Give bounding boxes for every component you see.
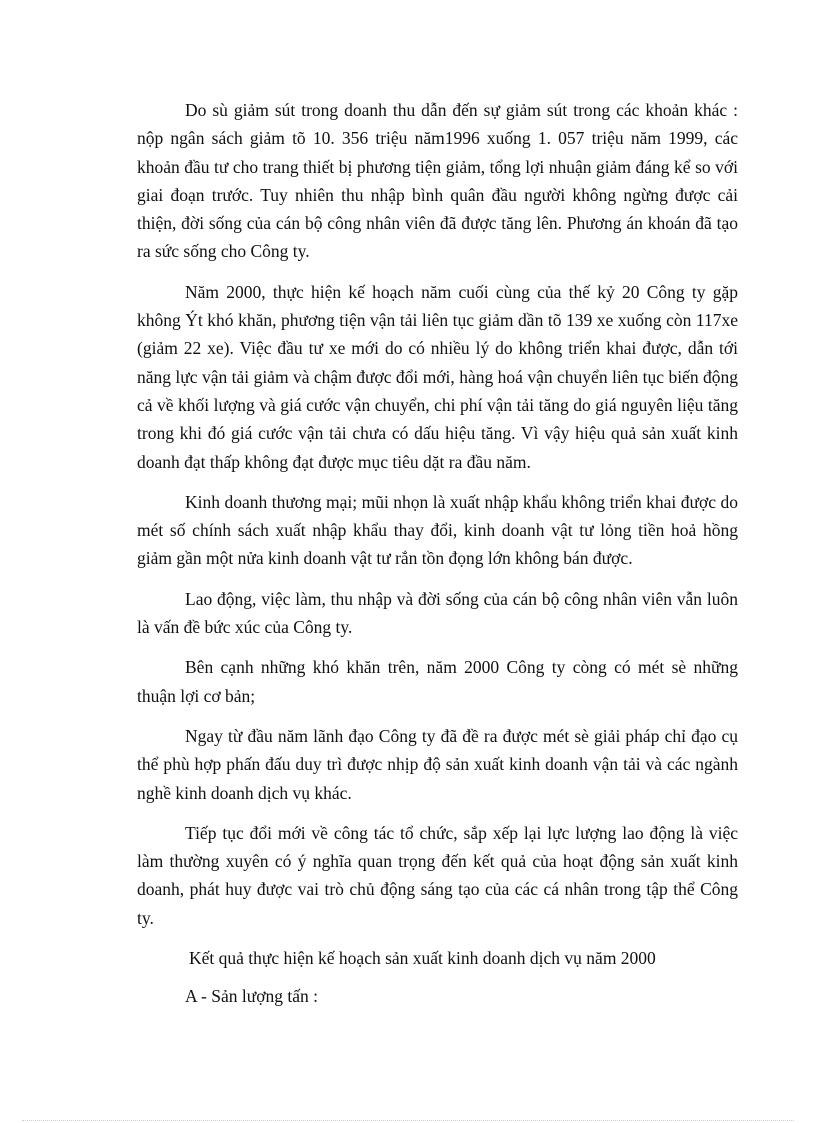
paragraph-organization: Tiếp tục đổi mới về công tác tổ chức, sắp xếp lại lực lượng lao động là việc làm thường xuyên có ý nghĩa quan trọng đến kết quả của hoạt động sản xuất kinh doanh, phát huy được vai trò chủ động sáng tạo của các cá nhân trong tập thể Công ty. — [137, 822, 738, 928]
page-bottom-divider — [22, 1120, 794, 1121]
paragraph-trade: Kinh doanh thương mại; mũi nhọn là xuất nhập khẩu không triển khai được do mét số chính sách xuất nhập khẩu thay đổi, kinh doanh vật tư lỏng tiền hoả hồng giảm gần một nửa kinh doanh vật tư rắn tồn đọng lớn không bán được. — [137, 491, 738, 569]
section-heading: Kết quả thực hiện kế hoạch sản xuất kinh doanh dịch vụ năm 2000 — [189, 948, 656, 969]
paragraph-year-2000: Năm 2000, thực hiện kế hoạch năm cuối cùng của thế kỷ 20 Công ty gặp không Ýt khó khăn, phương tiện vận tải liên tục giảm dần tõ 139 xe xuống còn 117xe (giảm 22 xe). Việc đầu tư xe mới do có nhiều lý do không triển khai được, dẫn tới năng lực vận tải giảm và chậm được đổi mới, hàng hoá vận chuyển liên tục biến động cả về khối lượng và giá cước vận chuyển, chi phí vận tải tăng do giá nguyên liệu tăng trong khi đó giá cước vận tải chưa có dấu hiệu tăng. Vì vậy hiệu quả sản xuất kinh doanh đạt thấp không đạt được mục tiêu dặt ra đầu năm. — [137, 281, 738, 472]
paragraph-leadership: Ngay từ đầu năm lãnh đạo Công ty đã đề ra được mét sè giải pháp chỉ đạo cụ thể phù hợp phấn đấu duy trì được nhịp độ sản xuất kinh doanh vận tải và các ngành nghề kinh doanh dịch vụ khác. — [137, 725, 738, 803]
section-subheading: A - Sản lượng tấn : — [185, 986, 318, 1007]
paragraph-revenue-decline: Do sù giảm sút trong doanh thu dẫn đến sự giảm sút trong các khoản khác : nộp ngân sách giảm tõ 10. 356 triệu năm1996 xuống 1. 057 triệu năm 1999, các khoản đầu tư cho trang thiết bị phương tiện giảm, tổng lợi nhuận giảm đáng kể so với giai đoạn trước. Tuy nhiên thu nhập bình quân đầu người không ngừng được cải thiện, đời sống của cán bộ công nhân viên đã được tăng lên. Phương án khoán đã tạo ra sức sống cho Công ty. — [137, 100, 738, 262]
paragraph-advantages: Bên cạnh những khó khăn trên, năm 2000 Công ty còng có mét sè những thuận lợi cơ bản; — [137, 657, 738, 706]
document-body — [137, 96, 738, 1023]
paragraph-labor: Lao động, việc làm, thu nhập và đời sống của cán bộ công nhân viên vẫn luôn là vấn đề bức xúc của Công ty. — [137, 588, 738, 638]
